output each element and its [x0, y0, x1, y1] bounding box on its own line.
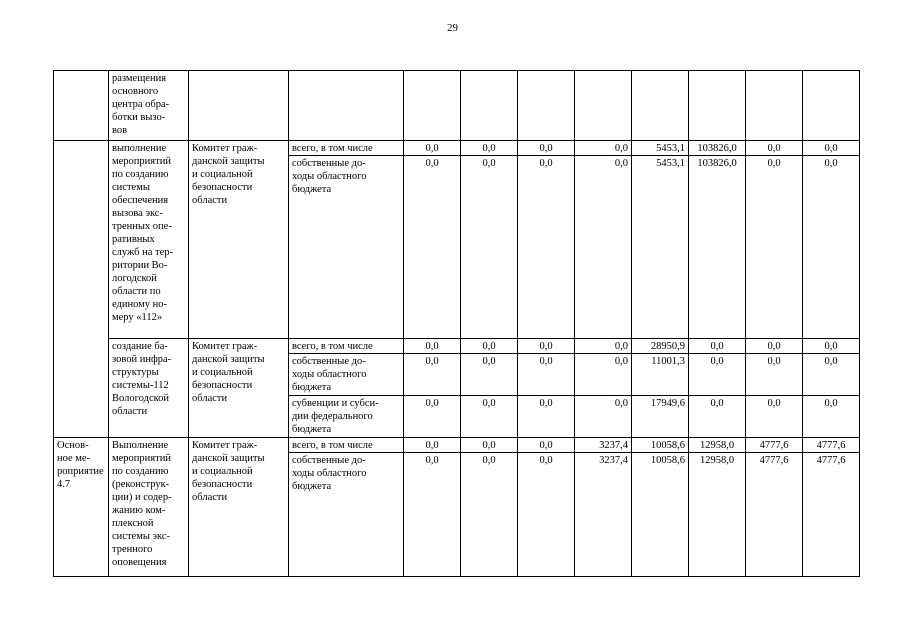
source-cell [289, 71, 404, 141]
value-cell: 0,0 [518, 354, 575, 396]
cell-text-line: Комитет граж- [192, 143, 258, 154]
executor-cell [189, 339, 289, 438]
cell-text-line: бюджета [292, 382, 332, 393]
cell-text-line: Вологодской [112, 393, 170, 404]
value-cell: 103826,0 [689, 141, 746, 156]
value-cell: 0,0 [803, 339, 860, 354]
cell-text-line: всего, в том числе [292, 143, 373, 154]
source-cell [289, 339, 404, 354]
cell-text-line: меру «112» [112, 312, 163, 323]
cell-text-line: бюджета [292, 184, 332, 195]
value-cell: 0,0 [575, 156, 632, 339]
cell-text-line: бюджета [292, 424, 332, 435]
value-cell: 11001,3 [632, 354, 689, 396]
table-row [54, 141, 860, 156]
cell-text-line: и социальной [192, 367, 253, 378]
cell-text-line: собственные до- [292, 158, 366, 169]
cell-text-line: 4.7 [57, 479, 71, 490]
funding-table [53, 70, 860, 577]
cell-text-line: Выполнение [112, 440, 169, 451]
cell-text-line: бюджета [292, 481, 332, 492]
event-cell [109, 339, 189, 438]
cell-text-line: ративных [112, 234, 155, 245]
value-cell: 0,0 [803, 141, 860, 156]
cell-text-line: области [112, 406, 148, 417]
value-cell: 0,0 [518, 156, 575, 339]
value-cell: 28950,9 [632, 339, 689, 354]
value-cell: 0,0 [404, 354, 461, 396]
value-cell: 4777,6 [803, 438, 860, 453]
cell-text-line: Комитет граж- [192, 440, 258, 451]
cell-text-line: безопасности [192, 380, 253, 391]
value-cell: 0,0 [689, 354, 746, 396]
cell-text-line: данской защиты [192, 453, 265, 464]
cell-text-line: системы экс- [112, 531, 171, 542]
cell-text-line: дии федерального [292, 411, 373, 422]
status-cell [54, 141, 109, 438]
value-cell: 0,0 [746, 396, 803, 438]
value-cell: 5453,1 [632, 156, 689, 339]
value-cell: 0,0 [575, 396, 632, 438]
value-cell: 4777,6 [746, 453, 803, 577]
cell-text-line: всего, в том числе [292, 341, 373, 352]
value-cell: 0,0 [404, 339, 461, 354]
value-cell: 0,0 [575, 141, 632, 156]
cell-text-line: тренных опе- [112, 221, 172, 232]
value-cell: 0,0 [461, 141, 518, 156]
value-cell: 103826,0 [689, 156, 746, 339]
page-number: 29 [447, 22, 458, 34]
value-cell: 12958,0 [689, 438, 746, 453]
cell-text-line: области [192, 492, 228, 503]
cell-text-line: субвенции и субси- [292, 398, 379, 409]
cell-text-line: ции) и содер- [112, 492, 172, 503]
cell-text-line: собственные до- [292, 356, 366, 367]
value-cell: 0,0 [461, 453, 518, 577]
source-cell [289, 396, 404, 438]
value-cell: 0,0 [404, 141, 461, 156]
table-row [54, 71, 860, 141]
cell-text-line: ное ме- [57, 453, 91, 464]
cell-text-line: оповещения [112, 557, 167, 568]
cell-text-line: выполнение [112, 143, 167, 154]
value-cell: 0,0 [404, 438, 461, 453]
cell-text-line: логодской [112, 273, 157, 284]
status-cell [54, 438, 109, 577]
cell-text-line: области [192, 393, 228, 404]
cell-text-line: системы [112, 182, 150, 193]
cell-text-line: размещения [112, 73, 167, 84]
value-cell: 0,0 [689, 396, 746, 438]
value-cell: 0,0 [518, 339, 575, 354]
event-cell [109, 438, 189, 577]
cell-text-line: ботки вызо- [112, 112, 166, 123]
value-cell: 0,0 [746, 141, 803, 156]
value-cell: 0,0 [461, 354, 518, 396]
value-cell: 0,0 [404, 396, 461, 438]
cell-text-line: безопасности [192, 182, 253, 193]
source-cell [289, 438, 404, 453]
cell-text-line: плексной [112, 518, 154, 529]
value-cell: 3237,4 [575, 438, 632, 453]
cell-text-line: зовой инфра- [112, 354, 172, 365]
cell-text-line: мероприятий [112, 156, 171, 167]
value-cell: 0,0 [575, 339, 632, 354]
cell-text-line: по созданию [112, 169, 169, 180]
value-cell: 10058,6 [632, 453, 689, 577]
cell-text-line: вов [112, 125, 128, 136]
value-cell: 0,0 [746, 354, 803, 396]
executor-cell [189, 141, 289, 339]
cell-text-line: системы-112 [112, 380, 169, 391]
cell-text-line: служб на тер- [112, 247, 173, 258]
value-cell: 5453,1 [632, 141, 689, 156]
value-cell: 0,0 [461, 156, 518, 339]
source-cell [289, 453, 404, 577]
cell-text-line: вызова экс- [112, 208, 163, 219]
value-cell: 0,0 [518, 396, 575, 438]
value-cell: 0,0 [461, 396, 518, 438]
cell-text-line: центра обра- [112, 99, 170, 110]
value-cell: 4777,6 [803, 453, 860, 577]
cell-text-line: тренного [112, 544, 153, 555]
cell-text-line: обеспечения [112, 195, 169, 206]
value-cell: 0,0 [575, 354, 632, 396]
value-cell: 3237,4 [575, 453, 632, 577]
cell-text-line: мероприятий [112, 453, 171, 464]
cell-text-line: создание ба- [112, 341, 168, 352]
cell-text-line: и социальной [192, 169, 253, 180]
cell-text-line: роприятие [57, 466, 104, 477]
value-cell: 0,0 [461, 339, 518, 354]
cell-text-line: ходы областного [292, 171, 367, 182]
cell-text-line: и социальной [192, 466, 253, 477]
event-cell [109, 141, 189, 339]
cell-text-line: основного [112, 86, 159, 97]
value-cell: 0,0 [689, 339, 746, 354]
cell-text-line: единому но- [112, 299, 168, 310]
value-cell: 0,0 [518, 453, 575, 577]
value-cell: 0,0 [746, 156, 803, 339]
value-cell: 4777,6 [746, 438, 803, 453]
source-cell [289, 141, 404, 156]
value-cell: 0,0 [404, 156, 461, 339]
cell-text-line: данской защиты [192, 156, 265, 167]
value-cell: 17949,6 [632, 396, 689, 438]
cell-text-line: области [192, 195, 228, 206]
executor-cell [189, 71, 289, 141]
executor-cell [189, 438, 289, 577]
status-cell [54, 71, 109, 141]
value-cell: 0,0 [518, 141, 575, 156]
value-cell: 12958,0 [689, 453, 746, 577]
value-cell: 10058,6 [632, 438, 689, 453]
cell-text-line: ходы областного [292, 369, 367, 380]
cell-text-line: ходы областного [292, 468, 367, 479]
value-cell: 0,0 [803, 396, 860, 438]
event-cell [109, 71, 189, 141]
cell-text-line: по созданию [112, 466, 169, 477]
value-cell: 0,0 [803, 354, 860, 396]
cell-text-line: собственные до- [292, 455, 366, 466]
cell-text-line: (реконструк- [112, 479, 170, 490]
value-cell: 0,0 [404, 453, 461, 577]
cell-text-line: структуры [112, 367, 159, 378]
cell-text-line: данской защиты [192, 354, 265, 365]
value-cell: 0,0 [746, 339, 803, 354]
value-cell: 0,0 [461, 438, 518, 453]
cell-text-line: Комитет граж- [192, 341, 258, 352]
cell-text-line: области по [112, 286, 161, 297]
cell-text-line: безопасности [192, 479, 253, 490]
cell-text-line: ритории Во- [112, 260, 168, 271]
source-cell [289, 354, 404, 396]
value-cell: 0,0 [803, 156, 860, 339]
cell-text-line: всего, в том числе [292, 440, 373, 451]
cell-text-line: Основ- [57, 440, 89, 451]
table-row [54, 339, 860, 354]
cell-text-line: жанию ком- [112, 505, 166, 516]
source-cell [289, 156, 404, 339]
value-cell: 0,0 [518, 438, 575, 453]
table-row [54, 438, 860, 453]
